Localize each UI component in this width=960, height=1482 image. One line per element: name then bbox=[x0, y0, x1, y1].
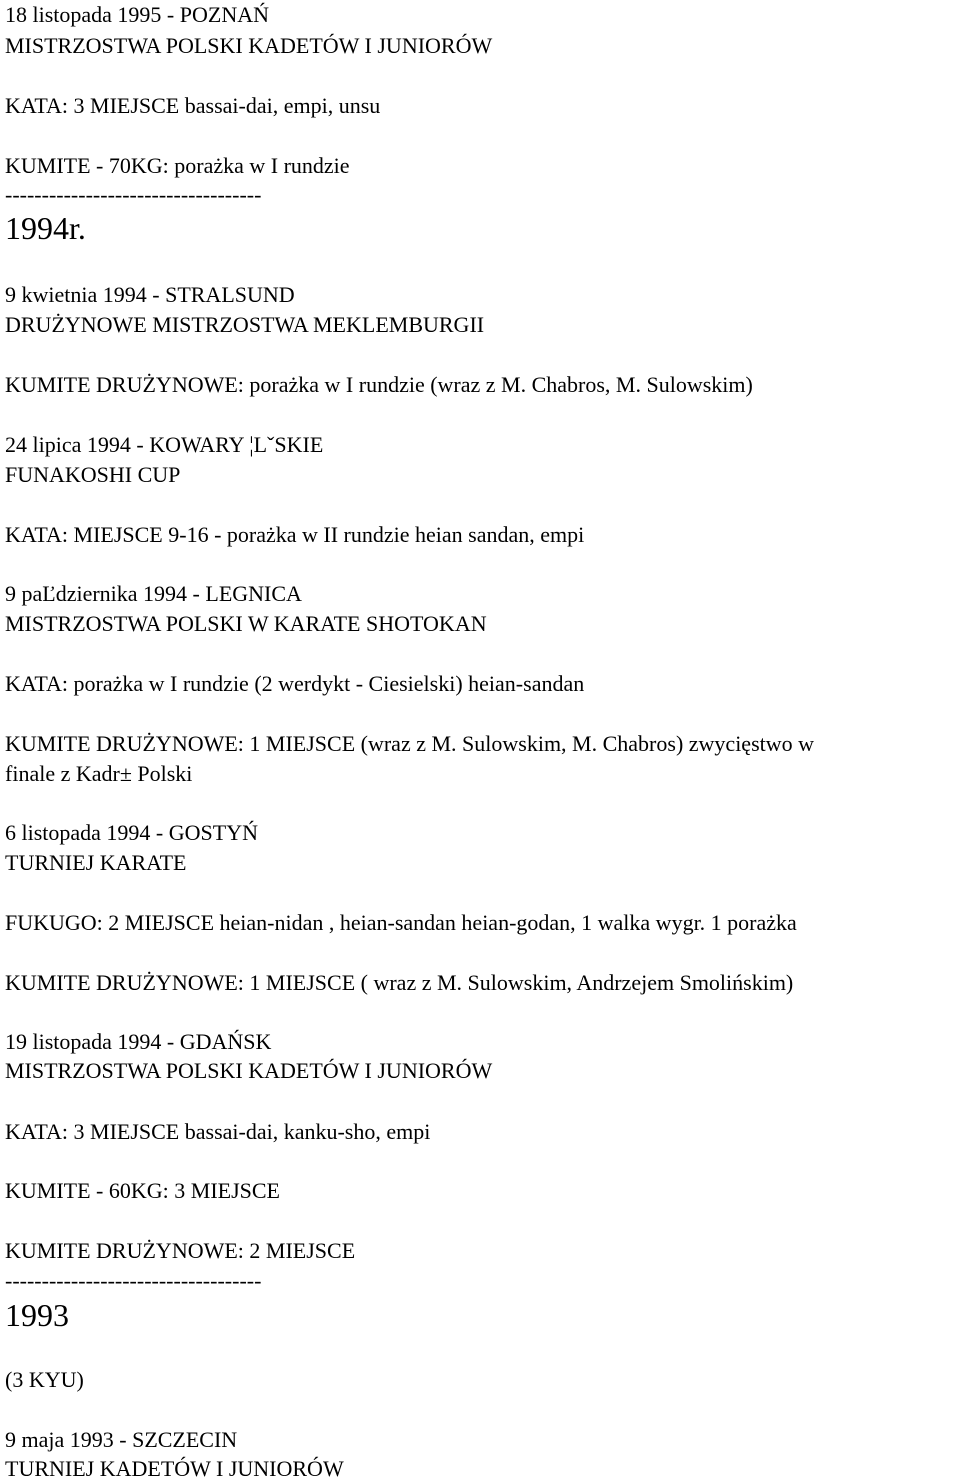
result-line: KUMITE DRUŻYNOWE: 1 MIEJSCE ( wraz z M. Sulowskim, Andrzejem Smolińskim) bbox=[5, 970, 794, 995]
event-title: MISTRZOSTWA POLSKI W KARATE SHOTOKAN bbox=[5, 611, 487, 636]
event-date-heading: 19 listopada 1994 - GDAŃSK bbox=[5, 1029, 272, 1054]
result-line: KATA: 3 MIEJSCE bassai-dai, empi, unsu bbox=[5, 93, 381, 118]
result-line: KUMITE - 60KG: 3 MIEJSCE bbox=[5, 1178, 280, 1203]
result-line: KATA: porażka w I rundzie (2 werdykt - Ciesielski) heian-sandan bbox=[5, 671, 585, 696]
event-date-heading: 9 maja 1993 - SZCZECIN bbox=[5, 1427, 238, 1452]
event-date-heading: 9 paĽdziernika 1994 - LEGNICA bbox=[5, 581, 302, 606]
rank-note: (3 KYU) bbox=[5, 1367, 84, 1392]
event-date-heading: 18 listopada 1995 - POZNAŃ bbox=[5, 2, 269, 27]
result-line: FUKUGO: 2 MIEJSCE heian-nidan , heian-sandan heian-godan, 1 walka wygr. 1 porażka bbox=[5, 910, 797, 935]
event-date-heading: 24 lipica 1994 - KOWARY ¦LˇSKIE bbox=[5, 432, 324, 457]
result-line: KATA: MIEJSCE 9-16 - porażka w II rundzie heian sandan, empi bbox=[5, 522, 585, 547]
section-divider: ----------------------------------- bbox=[5, 1268, 262, 1293]
section-divider: ----------------------------------- bbox=[5, 182, 262, 207]
event-title: TURNIEJ KARATE bbox=[5, 850, 187, 875]
year-heading: 1994r. bbox=[5, 210, 86, 246]
event-title: TURNIEJ KADETÓW I JUNIORÓW bbox=[5, 1456, 344, 1481]
event-date-heading: 9 kwietnia 1994 - STRALSUND bbox=[5, 282, 295, 307]
result-line: KUMITE DRUŻYNOWE: 1 MIEJSCE (wraz z M. Sulowskim, M. Chabros) zwycięstwo w bbox=[5, 731, 815, 756]
result-line: KATA: 3 MIEJSCE bassai-dai, kanku-sho, empi bbox=[5, 1119, 431, 1144]
event-title: MISTRZOSTWA POLSKI KADETÓW I JUNIORÓW bbox=[5, 33, 493, 58]
year-heading: 1993 bbox=[5, 1297, 69, 1333]
event-date-heading: 6 listopada 1994 - GOSTYŃ bbox=[5, 820, 258, 845]
event-title: MISTRZOSTWA POLSKI KADETÓW I JUNIORÓW bbox=[5, 1058, 493, 1083]
result-line: KUMITE DRUŻYNOWE: 2 MIEJSCE bbox=[5, 1238, 356, 1263]
result-line: KUMITE DRUŻYNOWE: porażka w I rundzie (wraz z M. Chabros, M. Sulowskim) bbox=[5, 372, 753, 397]
result-line: KUMITE - 70KG: porażka w I rundzie bbox=[5, 153, 350, 178]
event-title: FUNAKOSHI CUP bbox=[5, 462, 181, 487]
result-line: finale z Kadr± Polski bbox=[5, 761, 193, 786]
event-title: DRUŻYNOWE MISTRZOSTWA MEKLEMBURGII bbox=[5, 312, 485, 337]
